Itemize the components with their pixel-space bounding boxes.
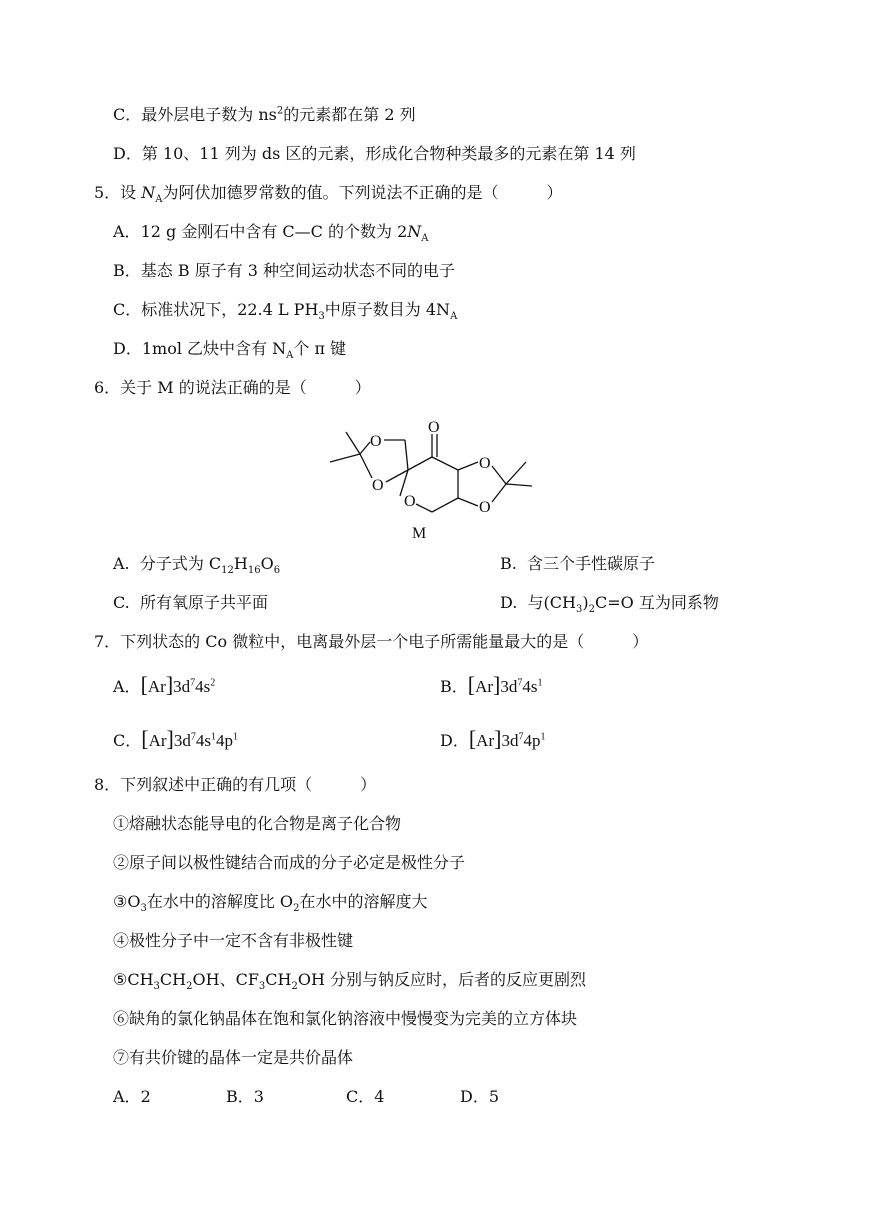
oxygen-atom-5: O — [479, 455, 491, 472]
q8-statement-3: $③O_3$在水中的溶解度比 $O_2$在水中的溶解度大 — [113, 892, 428, 915]
q5-option-d: D．1mol 乙炔中含有 $N_A$个 π 键 — [113, 339, 347, 362]
molecule-bonds — [330, 432, 532, 512]
q5-option-b: B．基态 B 原子有 3 种空间运动状态不同的电子 — [113, 261, 456, 280]
q8-statement-1: ①熔融状态能导电的化合物是离子化合物 — [113, 814, 402, 833]
molecule-label: M — [412, 525, 427, 542]
oxygen-atom-6: O — [479, 499, 491, 516]
q8-option-b: B．3 — [226, 1087, 264, 1106]
q8-statement-6: ⑥缺角的氯化钠晶体在饱和氯化钠溶液中慢慢变为完美的立方体块 — [113, 1009, 578, 1028]
q6-stem: 6．关于 M 的说法正确的是（ ） — [94, 378, 371, 397]
q8-statement-5: $⑤CH_3CH_2OH$、$CF_3CH_2OH$ 分别与钠反应时，后者的反应更剧烈 — [113, 970, 587, 993]
q8-stem: 8．下列叙述中正确的有几项（ ） — [94, 775, 377, 794]
oxygen-atom-4: O — [428, 419, 440, 436]
q8-statement-7: ⑦有共价键的晶体一定是共价晶体 — [113, 1048, 354, 1067]
q5-option-a: A．12 g 金刚石中含有 C—C 的个数为 $2N_A$ — [113, 222, 429, 245]
q8-statement-4: ④极性分子中一定不含有非极性键 — [113, 931, 354, 950]
q8-option-c: C．4 — [346, 1087, 385, 1106]
q6-option-a: A. 分子式为 $C_{12}H_{16}O_6$ — [113, 554, 281, 577]
q7-stem: 7．下列状态的 Co 微粒中，电离最外层一个电子所需能量最大的是（ ） — [94, 632, 649, 651]
q7-option-c: C．$[Ar]3d^74s^14p^1$ — [113, 726, 238, 751]
oxygen-atom-3: O — [404, 493, 416, 510]
q8-statement-2: ②原子间以极性键结合而成的分子必定是极性分子 — [113, 853, 466, 872]
q7-option-d: D．$[Ar]3d^74p^1$ — [440, 726, 546, 751]
q5-option-c: C．标准状况下，22.4 L $PH_3$中原子数目为 $4N_A$ — [113, 300, 458, 323]
q8-option-d: D．5 — [460, 1087, 500, 1106]
molecule-m-structure — [320, 412, 550, 542]
q4-option-d: D．第 10、11 列为 ds 区的元素，形成化合物种类最多的元素在第 14 列 — [113, 144, 636, 163]
q5-stem: 5．设 $N_A$为阿伏加德罗常数的值。下列说法不正确的是（ ） — [94, 183, 563, 206]
q7-option-b: B．$[Ar]3d^74s^1$ — [440, 672, 543, 697]
q6-option-b: B. 含三个手性碳原子 — [500, 554, 656, 573]
q6-option-c: C. 所有氧原子共平面 — [113, 593, 268, 612]
oxygen-atom-1: O — [370, 433, 382, 450]
oxygen-atom-2: O — [372, 477, 384, 494]
q8-option-a: A．2 — [113, 1087, 151, 1106]
q6-option-d: D. 与$(CH_3)_2C=O$ 互为同系物 — [500, 593, 719, 616]
q4-option-c: C．最外层电子数为 $ns^2$的元素都在第 2 列 — [113, 105, 416, 124]
q7-option-a: A．$[Ar]3d^74s^2$ — [113, 672, 216, 697]
